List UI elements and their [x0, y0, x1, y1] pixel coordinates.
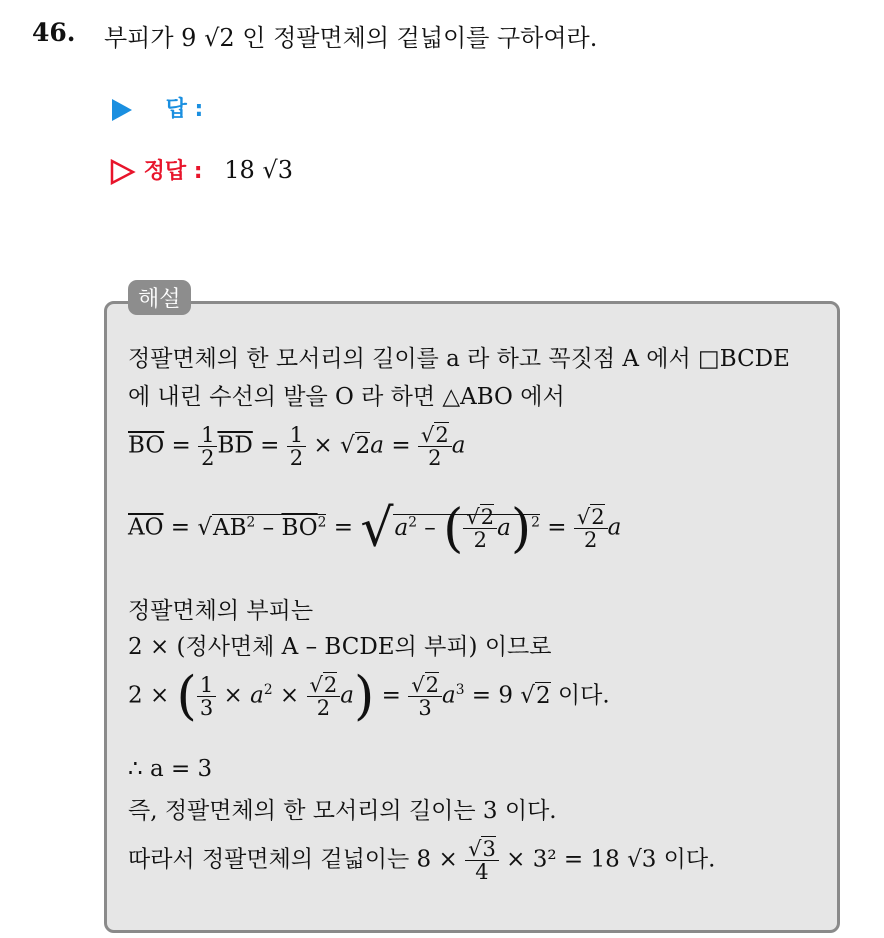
solution-value: 18 √3 — [224, 156, 293, 184]
surface-prefix: 따라서 정팔면체의 겉넓이는 8 × — [128, 846, 458, 873]
solution-label: 정답 : — [143, 159, 203, 184]
explanation-tag: 해설 — [128, 280, 191, 315]
answer-label: 답 : — [165, 97, 204, 122]
question-number: 46. — [32, 18, 76, 47]
play-filled-icon — [110, 97, 134, 123]
formula-bo: $\overline{BO}$ = $\frac{1}{2}$ $\overline{BD}$ = $\frac{1}{2}$ × √2a = $\frac{√2}{2}$ a — [128, 423, 466, 471]
explanation-line-6: 2 × (정사면체 A – BCDE의 부피) 이므로 — [128, 634, 552, 660]
explanation-line-8: ∴ a = 3 — [128, 756, 213, 782]
explanation-line-9: 즉, 정팔면체의 한 모서리의 길이는 3 이다. — [128, 798, 557, 824]
answer-row — [110, 92, 203, 123]
formula-ao: $\overline{AO} = √AB^2 - \overline{BO}^2 = √a^2$ – ( $\frac{√2}{2}$ a)$^2$ = $\frac{√2}{2}$ a — [128, 498, 622, 559]
solution-row — [110, 154, 293, 185]
surface-suffix: × 3² = 18 √3 이다. — [506, 846, 716, 873]
explanation-line-5: 정팔면체의 부피는 — [128, 598, 314, 624]
formula-volume: 2 × ( $\frac{1}{3}$ × $a^2$ × $\frac{√2}{2}$ a) = $\frac{√2}{3}$ $a^3 = 9$ √2 이다. — [128, 666, 610, 727]
question-text: 부피가 9 √2 인 정팔면체의 겉넓이를 구하여라. — [104, 24, 598, 52]
explanation-line-2: 에 내린 수선의 발을 O 라 하면 △ABO 에서 — [128, 384, 565, 410]
formula-surface: 따라서 정팔면체의 겉넓이는 8 × $\frac{√3}{4}$ × 3² = 18 √3 이다. — [128, 837, 716, 885]
play-outline-icon — [110, 159, 136, 185]
explanation-line-1: 정팔면체의 한 모서리의 길이를 a 라 하고 꼭짓점 A 에서 □BCDE — [128, 346, 790, 372]
